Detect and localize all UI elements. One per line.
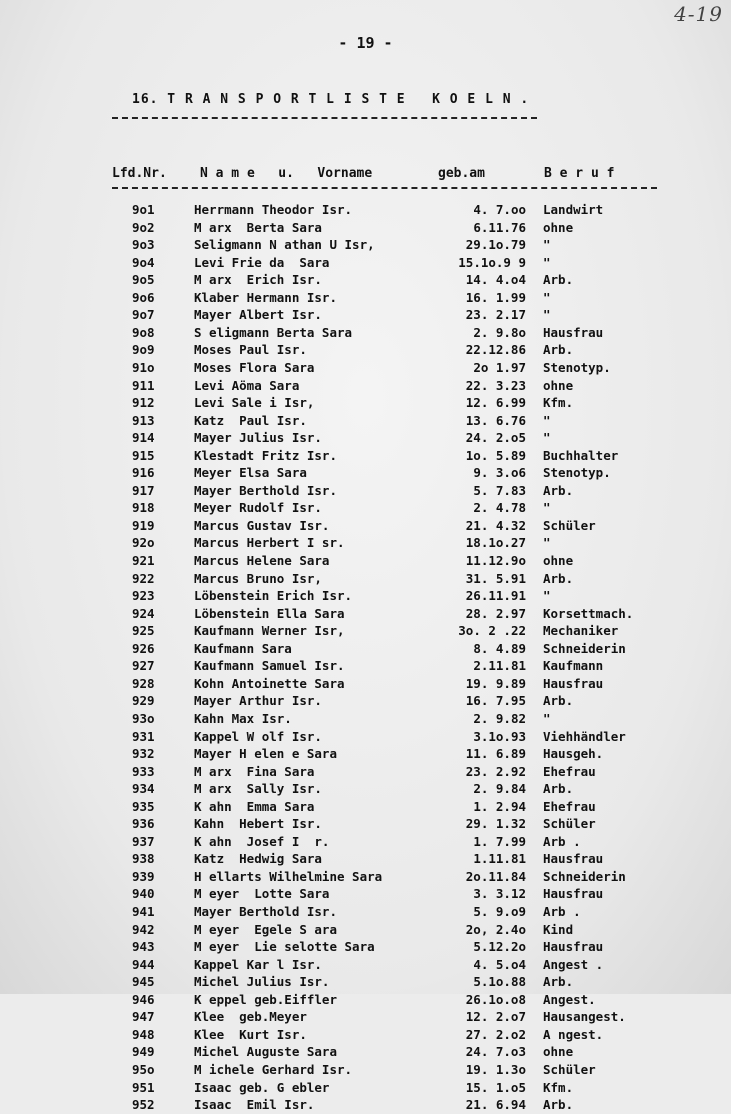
person-name: Klestadt Fritz Isr. (194, 448, 337, 463)
row-number: 9o7 (132, 307, 155, 322)
birth-date: 2. 9.84 (473, 781, 526, 796)
list-row (0, 922, 731, 939)
occupation: Hausfrau (543, 676, 604, 691)
person-name: Klaber Hermann Isr. (194, 290, 337, 305)
list-row (0, 1044, 731, 1061)
birth-date: 26.11.91 (465, 588, 526, 603)
birth-date: 29.1o.79 (465, 237, 526, 252)
row-number: 912 (132, 395, 155, 410)
list-row (0, 325, 731, 342)
occupation: Arb. (543, 974, 574, 989)
row-number: 937 (132, 834, 155, 849)
row-number: 92o (132, 535, 155, 550)
row-number: 946 (132, 992, 155, 1007)
person-name: Kohn Antoinette Sara (194, 676, 345, 691)
occupation: Arb. (543, 781, 574, 796)
list-row (0, 500, 731, 517)
birth-date: 29. 1.32 (465, 816, 526, 831)
occupation: Hausfrau (543, 886, 604, 901)
row-number: 916 (132, 465, 155, 480)
row-number: 95o (132, 1062, 155, 1077)
occupation: " (543, 588, 551, 603)
person-name: Marcus Herbert I sr. (194, 535, 345, 550)
person-name: Mayer H elen e Sara (194, 746, 337, 761)
row-number: 941 (132, 904, 155, 919)
person-name: Löbenstein Erich Isr. (194, 588, 353, 603)
row-number: 9o1 (132, 202, 155, 217)
occupation: Hausfrau (543, 851, 604, 866)
occupation: Kind (543, 922, 574, 937)
list-row (0, 1027, 731, 1044)
person-name: Klee geb.Meyer (194, 1009, 307, 1024)
list-row (0, 957, 731, 974)
person-name: Michel Auguste Sara (194, 1044, 337, 1059)
row-number: 945 (132, 974, 155, 989)
list-row (0, 1097, 731, 1114)
margin-note: 4-19 (674, 2, 723, 26)
row-number: 917 (132, 483, 155, 498)
birth-date: 16. 7.95 (465, 693, 526, 708)
birth-date: 12. 2.o7 (465, 1009, 526, 1024)
row-number: 938 (132, 851, 155, 866)
occupation: Arb . (543, 834, 581, 849)
row-number: 942 (132, 922, 155, 937)
person-name: M eyer Egele S ara (194, 922, 337, 937)
person-name: K eppel geb.Eiffler (194, 992, 337, 1007)
occupation: Arb. (543, 483, 574, 498)
person-name: Levi Aöma Sara (194, 378, 300, 393)
list-row (0, 781, 731, 798)
row-number: 951 (132, 1080, 155, 1095)
list-row (0, 518, 731, 535)
list-row (0, 1080, 731, 1097)
birth-date: 22.12.86 (465, 342, 526, 357)
list-row (0, 395, 731, 412)
birth-date: 31. 5.91 (465, 571, 526, 586)
list-title: 16. T R A N S P O R T L I S T E K O E L N . (132, 92, 530, 107)
page-number: - 19 - (338, 34, 393, 52)
list-row (0, 378, 731, 395)
row-number: 952 (132, 1097, 155, 1112)
person-name: Kaufmann Samuel Isr. (194, 658, 345, 673)
occupation: Angest. (543, 992, 596, 1007)
birth-date: 23. 2.17 (465, 307, 526, 322)
birth-date: 15.1o.9 9 (458, 255, 526, 270)
person-name: M arx Erich Isr. (194, 272, 322, 287)
row-number: 9o3 (132, 237, 155, 252)
row-number: 924 (132, 606, 155, 621)
occupation: ohne (543, 220, 574, 235)
row-number: 9o6 (132, 290, 155, 305)
person-name: Marcus Helene Sara (194, 553, 330, 568)
list-row (0, 904, 731, 921)
birth-date: 18.1o.27 (465, 535, 526, 550)
row-number: 943 (132, 939, 155, 954)
header-number: Lfd.Nr. (112, 166, 167, 181)
birth-date: 15. 1.o5 (465, 1080, 526, 1095)
occupation: Stenotyp. (543, 360, 611, 375)
person-name: Michel Julius Isr. (194, 974, 330, 989)
birth-date: 2o, 2.4o (465, 922, 526, 937)
list-row (0, 764, 731, 781)
row-number: 9o5 (132, 272, 155, 287)
birth-date: 1o. 5.89 (465, 448, 526, 463)
birth-date: 2. 4.78 (473, 500, 526, 515)
birth-date: 3.1o.93 (473, 729, 526, 744)
birth-date: 2. 9.8o (473, 325, 526, 340)
occupation: Stenotyp. (543, 465, 611, 480)
list-row (0, 693, 731, 710)
birth-date: 4. 5.o4 (473, 957, 526, 972)
person-name: Levi Frie da Sara (194, 255, 330, 270)
row-number: 93o (132, 711, 155, 726)
occupation: ohne (543, 378, 574, 393)
row-number: 931 (132, 729, 155, 744)
person-name: Mayer Albert Isr. (194, 307, 322, 322)
list-row (0, 290, 731, 307)
row-number: 91o (132, 360, 155, 375)
row-number: 929 (132, 693, 155, 708)
occupation: Ehefrau (543, 764, 596, 779)
person-name: Herrmann Theodor Isr. (194, 202, 353, 217)
person-name: Isaac Emil Isr. (194, 1097, 315, 1112)
occupation: Kfm. (543, 395, 574, 410)
row-number: 913 (132, 413, 155, 428)
list-row (0, 202, 731, 219)
person-name: M eyer Lie selotte Sara (194, 939, 375, 954)
header-birthdate: geb.am (438, 166, 485, 181)
list-row (0, 483, 731, 500)
birth-date: 23. 2.92 (465, 764, 526, 779)
row-number: 927 (132, 658, 155, 673)
row-number: 911 (132, 378, 155, 393)
row-number: 939 (132, 869, 155, 884)
list-row (0, 729, 731, 746)
row-number: 936 (132, 816, 155, 831)
person-name: Meyer Elsa Sara (194, 465, 307, 480)
birth-date: 6.11.76 (473, 220, 526, 235)
birth-date: 21. 4.32 (465, 518, 526, 533)
list-row (0, 939, 731, 956)
list-row (0, 430, 731, 447)
person-name: M arx Berta Sara (194, 220, 322, 235)
person-name: H ellarts Wilhelmine Sara (194, 869, 383, 884)
person-name: Kappel W olf Isr. (194, 729, 322, 744)
list-row (0, 974, 731, 991)
list-row (0, 799, 731, 816)
birth-date: 5. 7.83 (473, 483, 526, 498)
list-row (0, 272, 731, 289)
list-row (0, 360, 731, 377)
person-name: Mayer Arthur Isr. (194, 693, 322, 708)
birth-date: 21. 6.94 (465, 1097, 526, 1112)
list-row (0, 623, 731, 640)
occupation: Korsettmach. (543, 606, 634, 621)
row-number: 921 (132, 553, 155, 568)
row-number: 935 (132, 799, 155, 814)
person-name: Meyer Rudolf Isr. (194, 500, 322, 515)
list-row (0, 606, 731, 623)
birth-date: 14. 4.o4 (465, 272, 526, 287)
occupation: Viehhändler (543, 729, 626, 744)
person-name: Kahn Hebert Isr. (194, 816, 322, 831)
person-name: Kappel Kar l Isr. (194, 957, 322, 972)
birth-date: 2. 9.82 (473, 711, 526, 726)
list-row (0, 886, 731, 903)
person-name: Kaufmann Sara (194, 641, 292, 656)
person-name: Kaufmann Werner Isr, (194, 623, 345, 638)
list-row (0, 851, 731, 868)
birth-date: 19. 1.3o (465, 1062, 526, 1077)
list-row (0, 413, 731, 430)
list-row (0, 553, 731, 570)
list-row (0, 992, 731, 1009)
row-number: 932 (132, 746, 155, 761)
list-row (0, 255, 731, 272)
occupation: Schüler (543, 816, 596, 831)
person-name: Klee Kurt Isr. (194, 1027, 307, 1042)
list-row (0, 834, 731, 851)
occupation: " (543, 237, 551, 252)
list-row (0, 220, 731, 237)
birth-date: 5.1o.88 (473, 974, 526, 989)
list-row (0, 641, 731, 658)
birth-date: 12. 6.99 (465, 395, 526, 410)
list-row (0, 571, 731, 588)
occupation: Arb. (543, 571, 574, 586)
row-number: 933 (132, 764, 155, 779)
occupation: Schüler (543, 518, 596, 533)
row-number: 947 (132, 1009, 155, 1024)
list-row (0, 307, 731, 324)
occupation: Arb. (543, 342, 574, 357)
row-number: 914 (132, 430, 155, 445)
birth-date: 27. 2.o2 (465, 1027, 526, 1042)
header-underline (112, 187, 657, 189)
header-occupation: B e r u f (544, 166, 615, 181)
row-number: 944 (132, 957, 155, 972)
person-name: M ichele Gerhard Isr. (194, 1062, 353, 1077)
list-row (0, 711, 731, 728)
birth-date: 16. 1.99 (465, 290, 526, 305)
occupation: " (543, 711, 551, 726)
row-number: 918 (132, 500, 155, 515)
row-number: 9o2 (132, 220, 155, 235)
occupation: Arb . (543, 904, 581, 919)
occupation: Angest . (543, 957, 604, 972)
occupation: Arb. (543, 272, 574, 287)
person-name: Mayer Julius Isr. (194, 430, 322, 445)
row-number: 926 (132, 641, 155, 656)
birth-date: 11.12.9o (465, 553, 526, 568)
occupation: " (543, 500, 551, 515)
birth-date: 3o. 2 .22 (458, 623, 526, 638)
person-name: Marcus Bruno Isr, (194, 571, 322, 586)
occupation: " (543, 535, 551, 550)
list-row (0, 816, 731, 833)
row-number: 915 (132, 448, 155, 463)
occupation: Schneiderin (543, 869, 626, 884)
birth-date: 24. 2.o5 (465, 430, 526, 445)
person-name: Moses Flora Sara (194, 360, 315, 375)
occupation: Hausfrau (543, 939, 604, 954)
list-row (0, 1009, 731, 1026)
occupation: ohne (543, 1044, 574, 1059)
title-underline (112, 117, 537, 119)
birth-date: 1. 7.99 (473, 834, 526, 849)
occupation: " (543, 290, 551, 305)
birth-date: 1. 2.94 (473, 799, 526, 814)
row-number: 9o8 (132, 325, 155, 340)
occupation: Hausfrau (543, 325, 604, 340)
person-name: Marcus Gustav Isr. (194, 518, 330, 533)
row-number: 9o9 (132, 342, 155, 357)
header-name: N a m e u. Vorname (200, 166, 373, 181)
list-row (0, 448, 731, 465)
list-row (0, 465, 731, 482)
row-number: 928 (132, 676, 155, 691)
list-row (0, 237, 731, 254)
occupation: Buchhalter (543, 448, 619, 463)
birth-date: 9. 3.o6 (473, 465, 526, 480)
row-number: 9o4 (132, 255, 155, 270)
occupation: " (543, 430, 551, 445)
occupation: Kaufmann (543, 658, 604, 673)
list-row (0, 342, 731, 359)
person-name: K ahn Emma Sara (194, 799, 315, 814)
occupation: " (543, 255, 551, 270)
person-name: Levi Sale i Isr, (194, 395, 315, 410)
birth-date: 2o 1.97 (473, 360, 526, 375)
occupation: Arb. (543, 693, 574, 708)
person-name: K ahn Josef I r. (194, 834, 330, 849)
list-row (0, 535, 731, 552)
row-number: 940 (132, 886, 155, 901)
birth-date: 5.12.2o (473, 939, 526, 954)
list-row (0, 588, 731, 605)
occupation: Landwirt (543, 202, 604, 217)
birth-date: 13. 6.76 (465, 413, 526, 428)
person-name: Löbenstein Ella Sara (194, 606, 345, 621)
occupation: Ehefrau (543, 799, 596, 814)
person-name: Mayer Berthold Isr. (194, 483, 337, 498)
person-name: Katz Hedwig Sara (194, 851, 322, 866)
row-number: 934 (132, 781, 155, 796)
row-number: 948 (132, 1027, 155, 1042)
occupation: " (543, 307, 551, 322)
birth-date: 5. 9.o9 (473, 904, 526, 919)
birth-date: 19. 9.89 (465, 676, 526, 691)
row-number: 919 (132, 518, 155, 533)
birth-date: 26.1o.o8 (465, 992, 526, 1007)
list-row (0, 1062, 731, 1079)
occupation: Schneiderin (543, 641, 626, 656)
occupation: Hausgeh. (543, 746, 604, 761)
person-name: Katz Paul Isr. (194, 413, 307, 428)
list-row (0, 746, 731, 763)
person-name: Mayer Berthold Isr. (194, 904, 337, 919)
person-name: Moses Paul Isr. (194, 342, 307, 357)
birth-date: 2.11.81 (473, 658, 526, 673)
list-row (0, 658, 731, 675)
birth-date: 1.11.81 (473, 851, 526, 866)
list-row (0, 676, 731, 693)
occupation: Kfm. (543, 1080, 574, 1095)
list-row (0, 869, 731, 886)
occupation: A ngest. (543, 1027, 604, 1042)
column-header-row (112, 166, 672, 184)
occupation: Arb. (543, 1097, 574, 1112)
person-name: M arx Fina Sara (194, 764, 315, 779)
occupation: ohne (543, 553, 574, 568)
person-name: Seligmann N athan U Isr, (194, 237, 375, 252)
occupation: Hausangest. (543, 1009, 626, 1024)
row-number: 922 (132, 571, 155, 586)
birth-date: 22. 3.23 (465, 378, 526, 393)
person-name: Isaac geb. G ebler (194, 1080, 330, 1095)
birth-date: 8. 4.89 (473, 641, 526, 656)
birth-date: 24. 7.o3 (465, 1044, 526, 1059)
row-number: 923 (132, 588, 155, 603)
person-name: Kahn Max Isr. (194, 711, 292, 726)
birth-date: 11. 6.89 (465, 746, 526, 761)
row-number: 925 (132, 623, 155, 638)
row-number: 949 (132, 1044, 155, 1059)
person-name: M arx Sally Isr. (194, 781, 322, 796)
birth-date: 2o.11.84 (465, 869, 526, 884)
occupation: " (543, 413, 551, 428)
person-name: S eligmann Berta Sara (194, 325, 353, 340)
occupation: Mechaniker (543, 623, 619, 638)
occupation: Schüler (543, 1062, 596, 1077)
birth-date: 4. 7.oo (473, 202, 526, 217)
person-name: M eyer Lotte Sara (194, 886, 330, 901)
birth-date: 28. 2.97 (465, 606, 526, 621)
birth-date: 3. 3.12 (473, 886, 526, 901)
